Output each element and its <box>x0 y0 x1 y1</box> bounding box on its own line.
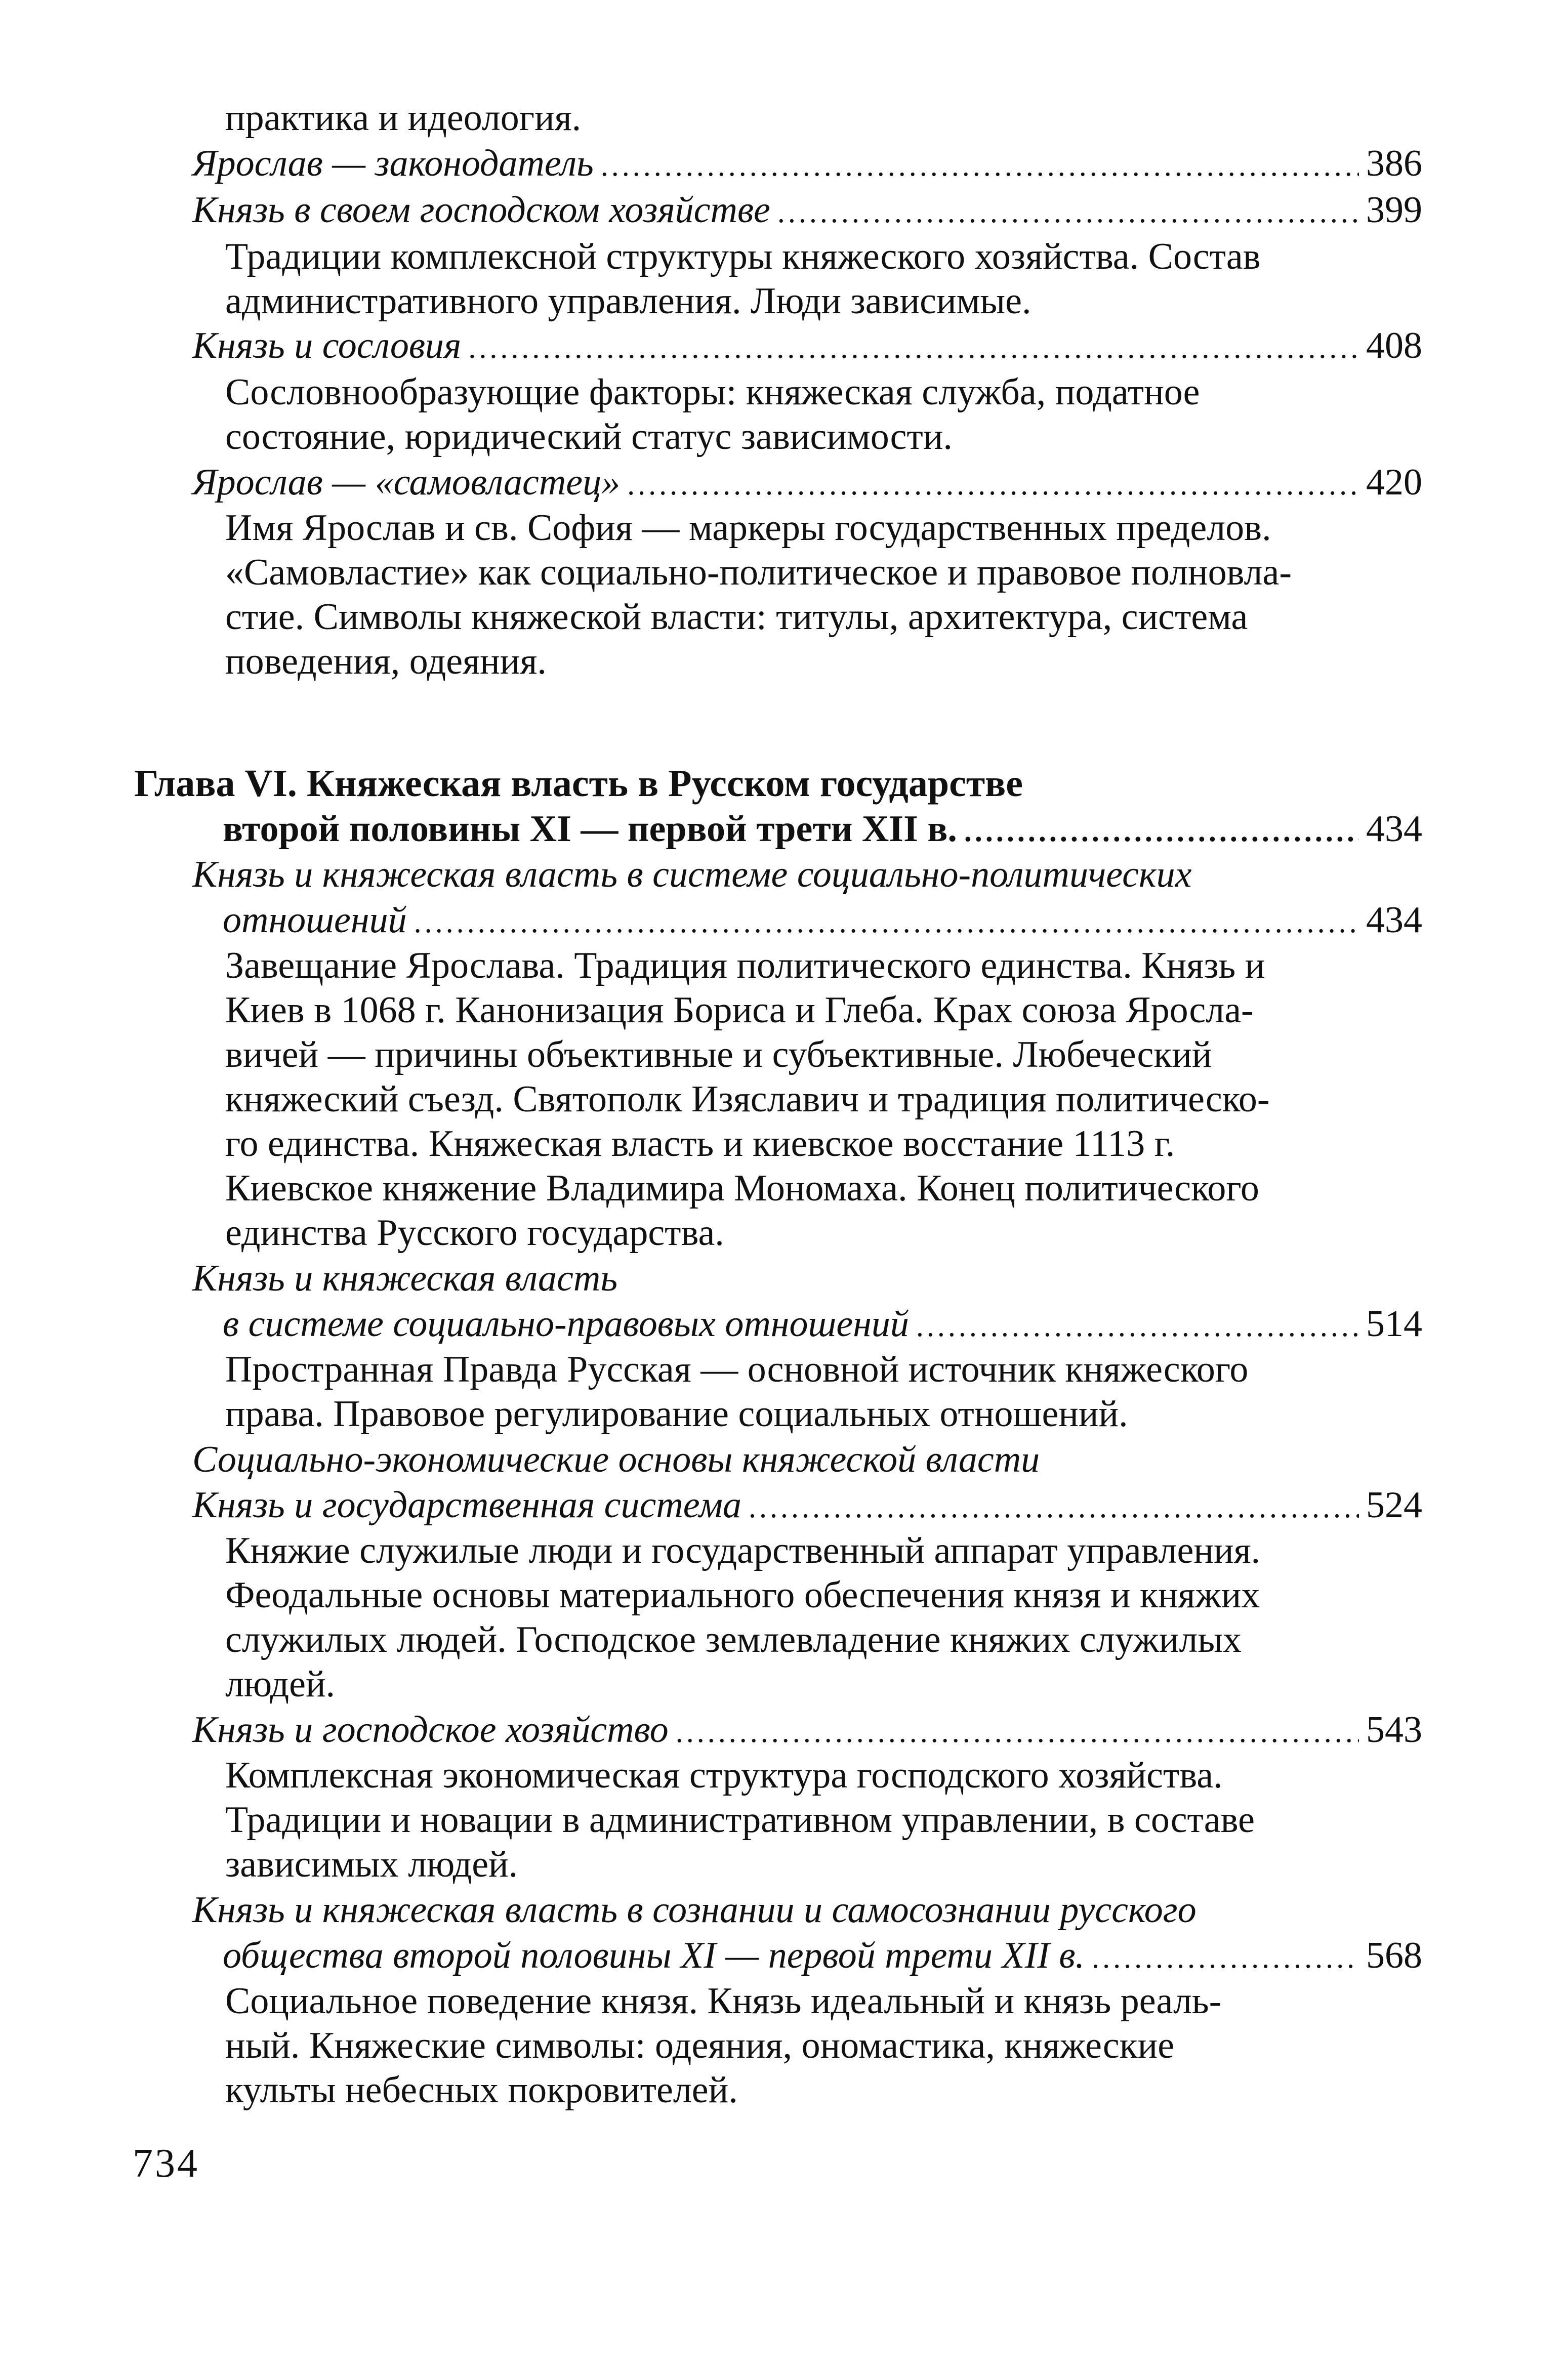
toc-description-line: Завещание Ярослава. Традиция политического единства. Князь и <box>225 945 1265 986</box>
toc-description-line: Киевское княжение Владимира Мономаха. Конец политического <box>225 1168 1259 1209</box>
toc-description-line: вичей — причины объективные и субъективные. Любеческий <box>225 1034 1212 1075</box>
toc-entry-title: Князь и господское хозяйство <box>192 1709 669 1751</box>
toc-description-line: стие. Символы княжеской власти: титулы, архитектура, система <box>225 596 1248 638</box>
toc-entry-title: Князь и сословия <box>192 325 462 366</box>
chapter-heading-entry <box>223 807 1422 851</box>
dot-leader <box>676 1710 1359 1754</box>
toc-entry-title: Князь и княжеская власть в системе социально-политических <box>192 854 1192 895</box>
toc-continuation-text: практика и идеология. <box>225 97 582 139</box>
page-number: 734 <box>133 2141 199 2186</box>
toc-entry-sociopolitical <box>223 898 1422 942</box>
toc-entry-lordly-household <box>192 1708 1422 1752</box>
toc-entry-yaroslav-lawgiver <box>192 142 1422 185</box>
toc-description-line: служилых людей. Господское землевладение княжих служилых <box>225 1619 1242 1660</box>
dot-leader <box>468 326 1359 369</box>
toc-entry-title: отношений <box>223 899 407 941</box>
toc-description-line: Имя Ярослав и св. София — маркеры государственных пределов. <box>225 507 1271 549</box>
chapter-heading-title: второй половины XI — первой трети XII в. <box>223 808 957 850</box>
toc-description-line: Сословнообразующие факторы: княжеская служба, податное <box>225 371 1200 413</box>
toc-page-number: 524 <box>1366 1484 1422 1526</box>
toc-description-line: ный. Княжеские символы: одеяния, ономастика, княжеские <box>225 2025 1175 2066</box>
toc-page-number: 543 <box>1366 1709 1422 1751</box>
dot-leader <box>627 463 1359 506</box>
toc-description-line: Комплексная экономическая структура господского хозяйства. <box>225 1755 1223 1796</box>
toc-description-line: зависимых людей. <box>225 1844 518 1885</box>
toc-description-line: Традиции комплексной структуры княжеского хозяйства. Состав <box>225 236 1261 277</box>
toc-page-number: 408 <box>1366 325 1422 366</box>
toc-entry-title: Князь и княжеская власть в сознании и самосознании русского <box>192 1889 1196 1931</box>
toc-entry-yaroslav-autocrat <box>192 461 1422 504</box>
toc-entry-prince-estates <box>192 324 1422 367</box>
toc-description-line: княжеский съезд. Святополк Изяславич и традиция политическо- <box>225 1078 1270 1120</box>
toc-page-number: 386 <box>1366 143 1422 184</box>
dot-leader <box>777 190 1359 234</box>
toc-description-line: единства Русского государства. <box>225 1212 724 1254</box>
toc-description-line: «Самовластие» как социально-политическое и правовое полновла- <box>225 552 1292 593</box>
dot-leader <box>916 1304 1359 1348</box>
toc-page-number: 568 <box>1366 1935 1422 1976</box>
toc-page-number: 434 <box>1366 899 1422 941</box>
toc-description-line: Княжие служилые люди и государственный аппарат управления. <box>225 1530 1261 1571</box>
toc-entry-sociolegal <box>223 1302 1422 1346</box>
toc-description-line: Феодальные основы материального обеспечения князя и княжих <box>225 1574 1260 1616</box>
dot-leader <box>749 1485 1359 1529</box>
toc-entry-title: общества второй половины XI — первой трети XII в. <box>223 1935 1085 1976</box>
chapter-heading: Глава VI. Княжеская власть в Русском государстве <box>134 762 1023 805</box>
toc-section-heading: Социально-экономические основы княжеской власти <box>192 1439 1040 1480</box>
toc-description-line: состояние, юридический статус зависимости. <box>225 416 953 457</box>
toc-page-number: 399 <box>1366 189 1422 231</box>
toc-description-line: Киев в 1068 г. Канонизация Бориса и Глеба. Крах союза Яросла- <box>225 989 1254 1031</box>
toc-page-number: 434 <box>1366 808 1422 850</box>
toc-entry-title: Ярослав — законодатель <box>192 143 594 184</box>
toc-description-line: людей. <box>225 1663 336 1705</box>
dot-leader <box>414 900 1359 944</box>
toc-entry-title: Ярослав — «самовластец» <box>192 462 621 503</box>
toc-entry-title: в системе социально-правовых отношений <box>223 1303 909 1345</box>
dot-leader <box>601 144 1359 187</box>
toc-entry-consciousness <box>223 1934 1422 1977</box>
toc-entry-title: Князь и государственная система <box>192 1484 741 1526</box>
toc-description-line: культы небесных покровителей. <box>225 2069 738 2111</box>
toc-description-line: Пространная Правда Русская — основной источник княжеского <box>225 1349 1249 1390</box>
toc-description-line: го единства. Княжеская власть и киевское восстание 1113 г. <box>225 1123 1175 1164</box>
dot-leader <box>964 809 1359 853</box>
toc-description-line: административного управления. Люди зависимые. <box>225 280 1031 322</box>
toc-description-line: Социальное поведение князя. Князь идеальный и князь реаль- <box>225 1980 1222 2022</box>
dot-leader <box>1092 1936 1359 1979</box>
toc-entry-title: Князь в своем господском хозяйстве <box>192 189 770 231</box>
toc-entry-title: Князь и княжеская власть <box>192 1258 618 1299</box>
toc-page-number: 514 <box>1366 1303 1422 1345</box>
toc-description-line: Традиции и новации в административном управлении, в составе <box>225 1799 1255 1841</box>
toc-entry-prince-household <box>192 188 1422 232</box>
toc-entry-state-system <box>192 1483 1422 1527</box>
toc-description-line: права. Правовое регулирование социальных отношений. <box>225 1393 1128 1435</box>
toc-description-line: поведения, одеяния. <box>225 641 547 682</box>
toc-page-number: 420 <box>1366 462 1422 503</box>
